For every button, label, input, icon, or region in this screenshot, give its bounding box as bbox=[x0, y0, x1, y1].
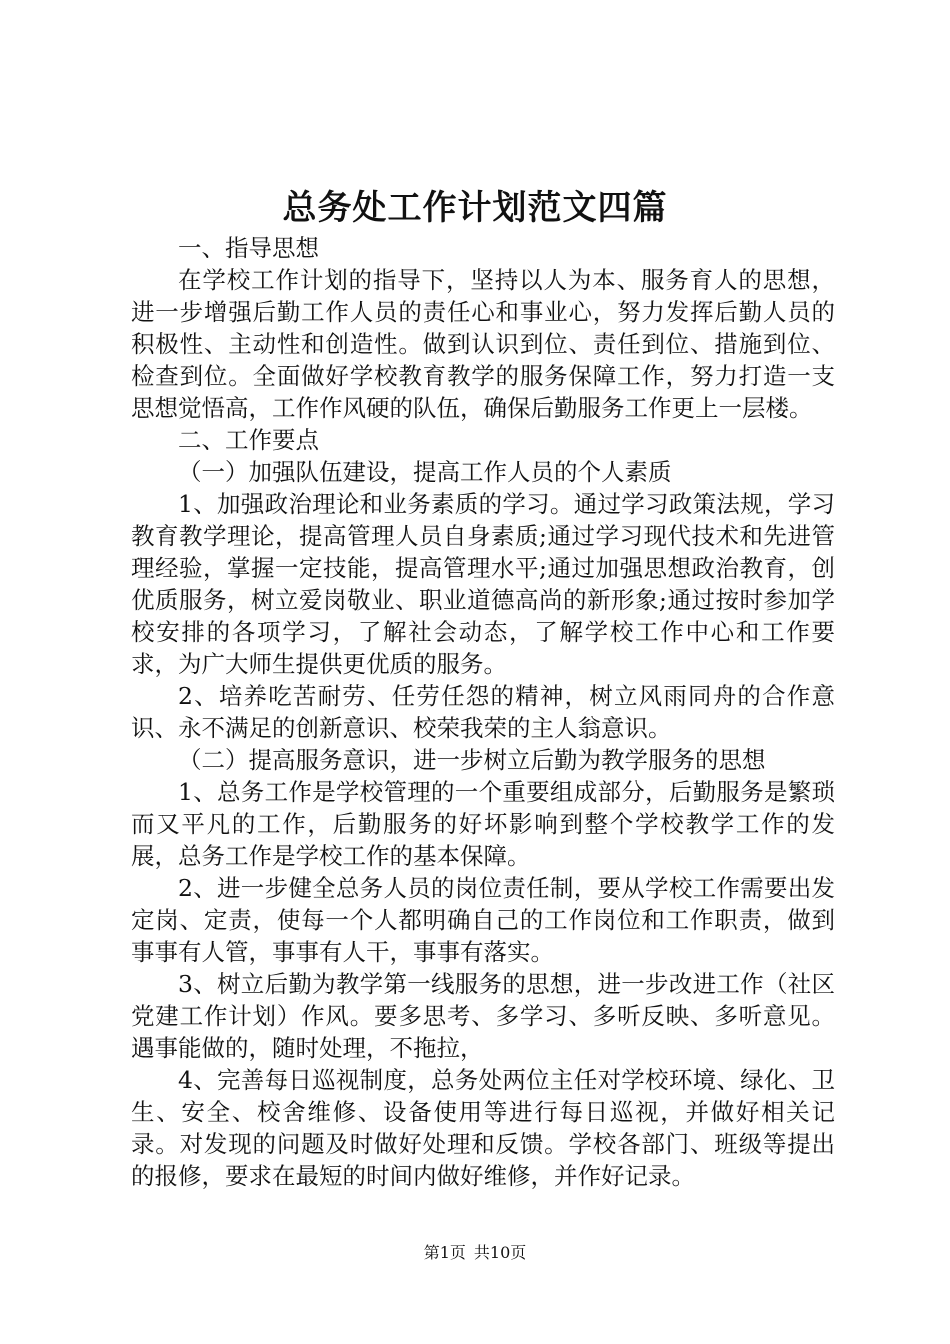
paragraph-item-2-responsibility: 2、进一步健全总务人员的岗位责任制，要从学校工作需要出发定岗、定责，使每一个人都明确自己的工作岗位和工作职责，做到事事有人管，事事有人干，事事有落实。 bbox=[131, 874, 835, 966]
document-title: 总务处工作计划范文四篇 bbox=[282, 188, 668, 228]
document-body bbox=[131, 232, 835, 1192]
section-heading-guiding-ideology: 一、指导思想 bbox=[178, 234, 319, 262]
paragraph-item-3-service-thought: 3、树立后勤为教学第一线服务的思想，进一步改进工作（社区党建工作计划）作风。要多思考、多学习、多听反映、多听意见。遇事能做的，随时处理，不拖拉， bbox=[131, 970, 835, 1062]
subsection-heading-service-awareness: （二）提高服务意识，进一步树立后勤为教学服务的思想 bbox=[178, 746, 766, 774]
subsection-heading-team-building: （一）加强队伍建设，提高工作人员的个人素质 bbox=[178, 458, 672, 486]
total-pages: 共10页 bbox=[473, 1243, 527, 1262]
page-number: 第1页 bbox=[423, 1243, 466, 1262]
paragraph-guiding-ideology: 在学校工作计划的指导下，坚持以人为本、服务育人的思想，进一步增强后勤工作人员的责任心和事业心，努力发挥后勤人员的积极性、主动性和创造性。做到认识到位、责任到位、措施到位、检查到位。全面做好学校教育教学的服务保障工作，努力打造一支思想觉悟高，工作作风硬的队伍，确保后勤服务工作更上一层楼。 bbox=[131, 266, 835, 422]
paragraph-item-2-spirit: 2、培养吃苦耐劳、任劳任怨的精神，树立风雨同舟的合作意识、永不满足的创新意识、校荣我荣的主人翁意识。 bbox=[131, 682, 835, 742]
paragraph-item-1-general-affairs: 1、总务工作是学校管理的一个重要组成部分，后勤服务是繁琐而又平凡的工作，后勤服务的好坏影响到整个学校教学工作的发展，总务工作是学校工作的基本保障。 bbox=[131, 778, 835, 870]
page-footer bbox=[0, 1241, 950, 1265]
section-heading-work-points: 二、工作要点 bbox=[178, 426, 319, 454]
paragraph-item-4-daily-inspection: 4、完善每日巡视制度，总务处两位主任对学校环境、绿化、卫生、安全、校舍维修、设备使用等进行每日巡视，并做好相关记录。对发现的问题及时做好处理和反馈。学校各部门、班级等提出的报修，要求在最短的时间内做好维修，并作好记录。 bbox=[131, 1066, 835, 1190]
paragraph-item-1-study: 1、加强政治理论和业务素质的学习。通过学习政策法规，学习教育教学理论，提高管理人员自身素质;通过学习现代技术和先进管理经验，掌握一定技能，提高管理水平;通过加强思想政治教育，创优质服务，树立爱岗敬业、职业道德高尚的新形象;通过按时参加学校安排的各项学习，了解社会动态，了解学校工作中心和工作要求，为广大师生提供更优质的服务。 bbox=[131, 490, 835, 678]
